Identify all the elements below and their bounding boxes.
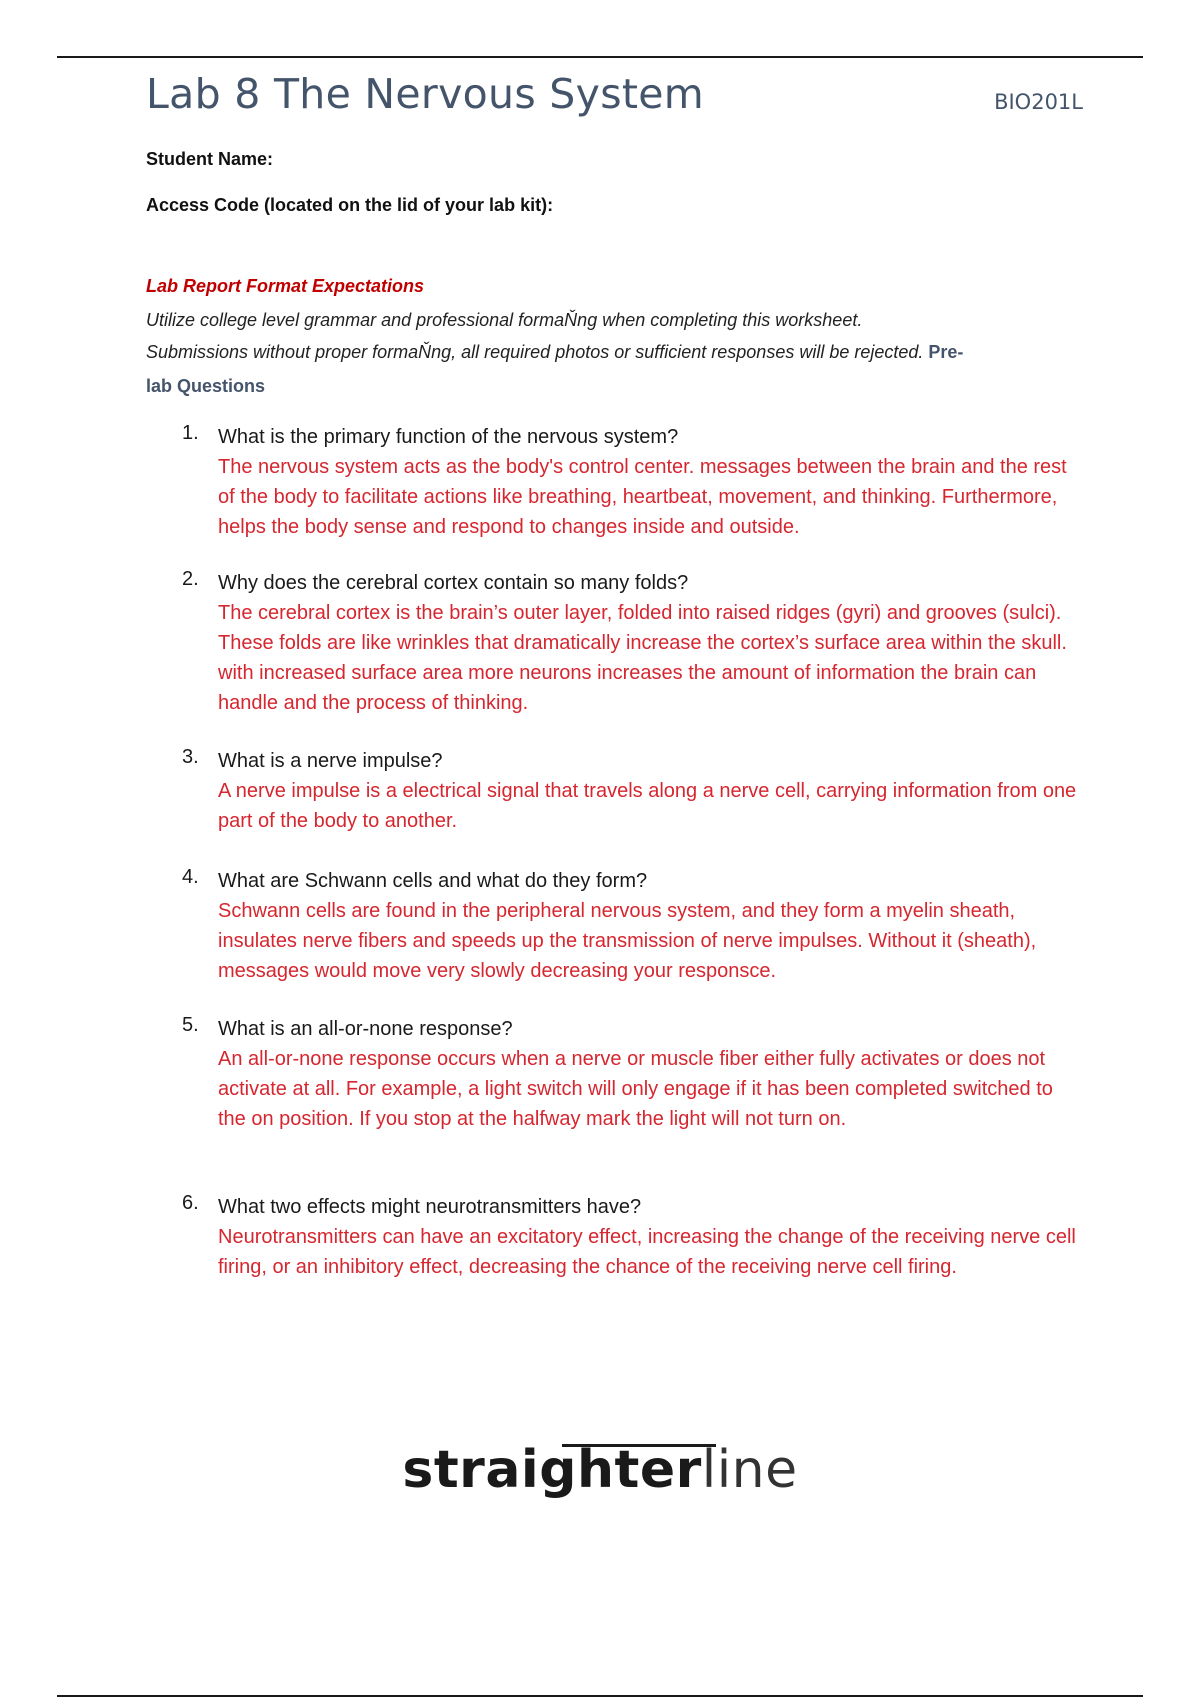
question-item-4 bbox=[182, 866, 1082, 1014]
answer-text: An all-or-none response occurs when a nerve or muscle fiber either fully activates or does not activate at all. For example, a light switch will only engage if it has been completed switched to the on position. If you stop at the halfway mark the light will not turn on. bbox=[218, 1048, 1053, 1130]
expectations-line-1: Utilize college level grammar and professional formaŇng when completing this worksheet. bbox=[146, 310, 863, 330]
question-number: 6. bbox=[182, 1192, 199, 1214]
expectations-line-2 bbox=[146, 342, 1076, 363]
answer-text: A nerve impulse is a electrical signal that travels along a nerve cell, carrying information from one part of the body to another. bbox=[218, 780, 1077, 832]
question-number: 1. bbox=[182, 422, 199, 444]
logo-wordmark-strong: straighter bbox=[402, 1440, 702, 1500]
logo-wordmark-light: line bbox=[701, 1440, 798, 1500]
straighterline-logo bbox=[0, 1440, 1200, 1500]
expectations-line-2-text: Submissions without proper formaŇng, all required photos or sufficient responses will be rejected. bbox=[146, 342, 924, 362]
question-text: Why does the cerebral cortex contain so many folds? bbox=[218, 572, 689, 594]
answer-text: The nervous system acts as the body's control center. messages between the brain and the rest of the body to facilitate actions like breathing, heartbeat, movement, and thinking. Furthermore, helps the body sense and respond to changes inside and outside. bbox=[218, 456, 1067, 538]
question-item-2 bbox=[182, 568, 1082, 746]
question-text: What are Schwann cells and what do they form? bbox=[218, 870, 648, 892]
course-code: BIO201L bbox=[994, 90, 1083, 114]
top-rule bbox=[57, 56, 1143, 58]
question-text: What is the primary function of the nervous system? bbox=[218, 426, 679, 448]
answer-text: Schwann cells are found in the peripheral nervous system, and they form a myelin sheath, insulates nerve fibers and speeds up the transmission of nerve impulses. Without it (sheath), messages would move very slowly decreasing your responsce. bbox=[218, 900, 1037, 982]
question-item-1 bbox=[182, 422, 1082, 568]
question-list bbox=[182, 422, 1082, 1312]
page-title: Lab 8 The Nervous System bbox=[146, 70, 704, 118]
question-text: What two effects might neurotransmitters have? bbox=[218, 1196, 642, 1218]
answer-text: Neurotransmitters can have an excitatory effect, increasing the change of the receiving nerve cell firing, or an inhibitory effect, decreasing the chance of the receiving nerve cell firing. bbox=[218, 1226, 1076, 1278]
expectations-heading: Lab Report Format Expectations bbox=[146, 276, 425, 296]
student-name-label: Student Name: bbox=[146, 149, 274, 169]
prelab-heading-part-2: lab Questions bbox=[146, 376, 266, 396]
answer-text: The cerebral cortex is the brain’s outer layer, folded into raised ridges (gyri) and grooves (sulci). These folds are like wrinkles that dramatically increase the cortex’s surface area within the skull. with increased surface area more neurons increases the amount of information the brain can handle and the process of thinking. bbox=[218, 602, 1067, 714]
question-item-5 bbox=[182, 1014, 1082, 1192]
question-number: 5. bbox=[182, 1014, 199, 1036]
prelab-heading-part-1: Pre- bbox=[928, 342, 964, 362]
question-item-3 bbox=[182, 746, 1082, 866]
access-code-label: Access Code (located on the lid of your lab kit): bbox=[146, 195, 554, 215]
question-number: 4. bbox=[182, 866, 199, 888]
question-text: What is a nerve impulse? bbox=[218, 750, 443, 772]
bottom-rule bbox=[57, 1695, 1143, 1697]
question-text: What is an all-or-none response? bbox=[218, 1018, 513, 1040]
question-item-6 bbox=[182, 1192, 1082, 1312]
question-number: 3. bbox=[182, 746, 199, 768]
question-number: 2. bbox=[182, 568, 199, 590]
